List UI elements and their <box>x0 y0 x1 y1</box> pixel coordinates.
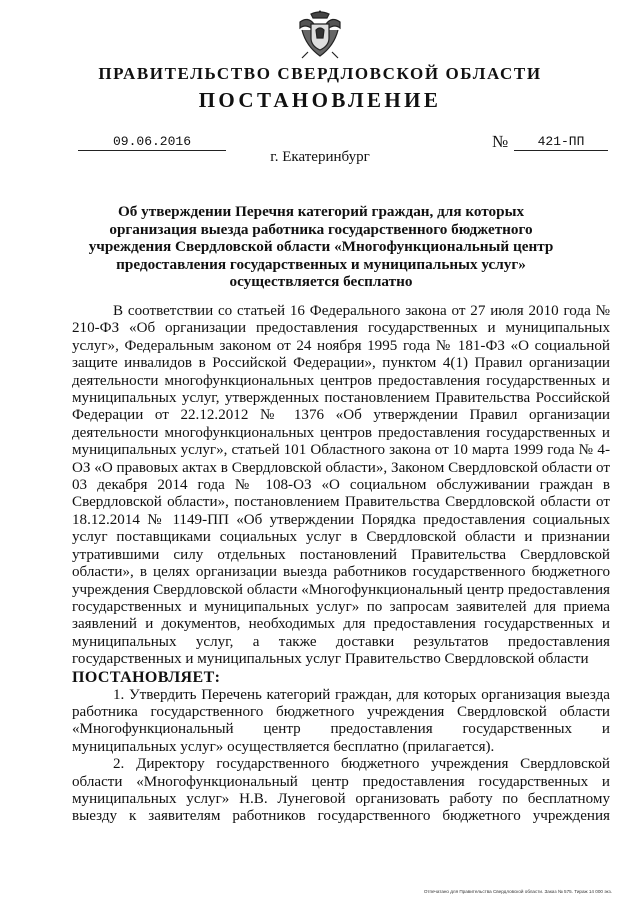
preamble: В соответствии со статьей 16 Федерального закона от 27 июля 2010 года № 210-ФЗ «Об организации предоставления государственных и муниципальных услуг», Федеральным законом от 24 ноября 1995 года № 181-ФЗ «О социальной защите инвалидов в Российской Федерации», пунктом 4(1) Правил организации деятельности многофункциональных центров предоставления государственных и муниципальных услуг, утвержденных постановлением Правительства Российской Федерации от 22.12.2012 № 1376 «Об утверждении Правил организации деятельности многофункциональных центров предоставления государственных и муниципальных услуг», статьей 101 Областного закона от 10 марта 1999 года № 4-ОЗ «О правовых актах в Свердловской области», Законом Свердловской области от 03 декабря 2014 года № 108-ОЗ «О социальном обслуживании граждан в Свердловской области», постановлением Правительства Свердловской области от 18.12.2014 № 1149-ПП «Об утверждении Порядка предоставления социальных услуг поставщиками социальных услуг в Свердловской области и признании утратившими силу отдельных постановлений Правительства Свердловской области», в целях организации выезда работников государственного бюджетного учреждения Свердловской области «Многофункциональный центр предоставления государственных и муниципальных услуг» по запросам заявителей для приема заявлений и документов, необходимых для предоставления государственных и муниципальных услуг, а также доставки результатов предоставления государственных и муниципальных услуг Правительство Свердловской области <box>72 303 610 668</box>
document-body <box>72 303 610 826</box>
item-2: 2. Директору государственного бюджетного учреждения Свердловской области «Многофункциональный центр предоставления государственных и муниципальных услуг» Н.В. Лунеговой организовать работу по бесплатному выезду к заявителям работников государственного бюджетного учреждения <box>72 756 610 825</box>
print-footer: Отпечатано для Правительства Свердловской области. Заказ № 575. Тираж 14 000 экз. <box>423 889 612 894</box>
document-date: 09.06.2016 <box>78 134 226 151</box>
number-label: № <box>492 132 509 151</box>
coat-of-arms-icon <box>296 8 344 60</box>
decree-word: ПОСТАНОВЛЯЕТ: <box>72 668 221 686</box>
document-type: ПОСТАНОВЛЕНИЕ <box>198 88 442 112</box>
document-title: Об утверждении Перечня категорий граждан, для которых организация выезда работника государственного бюджетного учреждения Свердловской области «Многофункциональный центр предоставления государственных и муниципальных услуг» осуществляется бесплатно <box>88 203 554 291</box>
document-number: 421-ПП <box>514 134 608 151</box>
city: г. Екатеринбург <box>270 149 370 165</box>
item-1: 1. Утвердить Перечень категорий граждан, для которых организация выезда работника государственного бюджетного учреждения Свердловской области «Многофункциональный центр предоставления государственных и муниципальных услуг» осуществляется бесплатно (прилагается). <box>72 686 610 755</box>
org-name: ПРАВИТЕЛЬСТВО СВЕРДЛОВСКОЙ ОБЛАСТИ <box>98 64 542 83</box>
